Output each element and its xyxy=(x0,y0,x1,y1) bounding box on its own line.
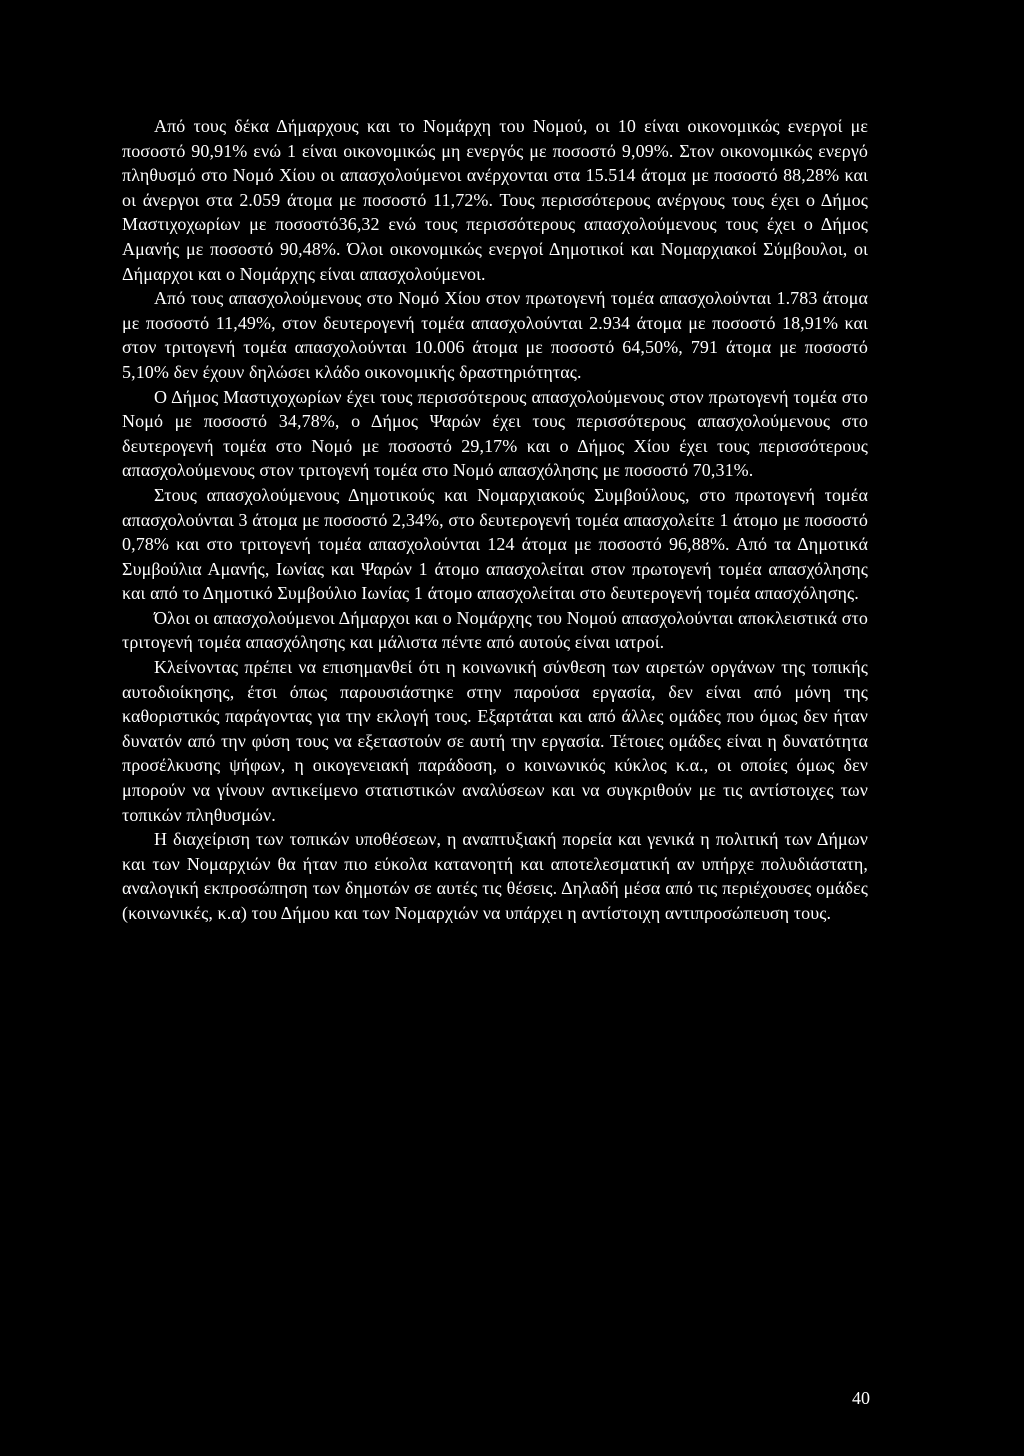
paragraph-final: Η διαχείριση των τοπικών υποθέσεων, η αναπτυξιακή πορεία και γενικά η πολιτική των Δήμων και των Νομαρχιών θα ήταν πιο εύκολα κατανοητή και αποτελεσματική αν υπήρχε πολυδιάστατη, αναλογική εκπροσώπηση των δημοτών σε αυτές τις θέσεις. Δηλαδή μέσα από τις περιέχουσες ομάδες (κοινωνικές, κ.α) του Δήμου και των Νομαρχιών να υπάρχει η αντίστοιχη αντιπροσώπευση τους. xyxy=(122,829,868,923)
paragraph-mayors: Όλοι οι απασχολούμενοι Δήμαρχοι και ο Νομάρχης του Νομού απασχολούνται αποκλειστικά στο τριτογενή τομέα απασχόλησης και μάλιστα πέντε από αυτούς είναι ιατροί. xyxy=(122,607,868,653)
page-number: 40 xyxy=(852,1388,870,1408)
paragraph-councillors: Στους απασχολούμενους Δημοτικούς και Νομαρχιακούς Συμβούλους, στο πρωτογενή τομέα απασχολούνται 3 άτομα με ποσοστό 2,34%, στο δευτερογενή τομέα απασχολείτε 1 άτομο με ποσοστό 0,78% και στο τριτογενή τομέα απασχολούνται 124 άτομα με ποσοστό 96,88%. Από τα Δημοτικά Συμβούλια Αμανής, Ιωνίας και Ψαρών 1 άτομο απασχολείται στον πρωτογενή τομέα απασχόλησης και από το Δημοτικό Συμβούλιο Ιωνίας 1 άτομο απασχολείται στο δευτερογενή τομέα απασχόλησης. xyxy=(122,484,868,604)
paragraph-employment-sectors: Από τους απασχολούμενους στο Νομό Χίου στον πρωτογενή τομέα απασχολούνται 1.783 άτομα με ποσοστό 11,49%, στον δευτερογενή τομέα απασχολούνται 2.934 άτομα με ποσοστό 18,91% και στον τριτογενή τομέα απασχολούνται 10.006 άτομα με ποσοστό 64,50%, 791 άτομα με ποσοστό 5,10% δεν έχουν δηλώσει κλάδο οικονομικής δραστηριότητας. xyxy=(122,288,868,382)
paragraph-economic-activity: Από τους δέκα Δήμαρχους και το Νομάρχη του Νομού, οι 10 είναι οικονομικώς ενεργοί με ποσοστό 90,91% ενώ 1 είναι οικονομικώς μη ενεργός με ποσοστό 9,09%. Στον οικονομικώς ενεργό πληθυσμό στο Νομό Χίου οι απασχολούμενοι ανέρχονται στα 15.514 άτομα με ποσοστό 88,28% και οι άνεργοι στα 2.059 άτομα με ποσοστό 11,72%. Τους περισσότερους ανέργους τους έχει ο Δήμος Μαστιχοχωρίων με ποσοστό36,32 ενώ τους περισσότερους απασχολούμενους τους έχει ο Δήμος Αμανής με ποσοστό 90,48%. Όλοι οικονομικώς ενεργοί Δημοτικοί και Νομαρχιακοί Σύμβουλοι, οι Δήμαρχοι και ο Νομάρχης είναι απασχολούμενοι. xyxy=(122,116,868,284)
document-body xyxy=(122,114,868,926)
paragraph-conclusion: Κλείνοντας πρέπει να επισημανθεί ότι η κοινωνική σύνθεση των αιρετών οργάνων της τοπικής αυτοδιοίκησης, έτσι όπως παρουσιάστηκε στην παρούσα εργασία, δεν είναι από μόνη της καθοριστικός παράγοντας για την εκλογή τους. Εξαρτάται και από άλλες ομάδες που όμως δεν ήταν δυνατόν από την φύση τους να εξεταστούν σε αυτή την εργασία. Τέτοιες ομάδες είναι η δυνατότητα προσέλκυσης ψήφων, η οικογενειακή παράδοση, ο κοινωνικός κύκλος κ.α., οι οποίες όμως δεν μπορούν να γίνουν αντικείμενο στατιστικών αναλύσεων και να συγκριθούν με τις αντίστοιχες των τοπικών πληθυσμών. xyxy=(122,657,868,825)
paragraph-municipality-sectors: Ο Δήμος Μαστιχοχωρίων έχει τους περισσότερους απασχολούμενους στον πρωτογενή τομέα στο Νομό με ποσοστό 34,78%, ο Δήμος Ψαρών έχει τους περισσότερους απασχολούμενους στο δευτερογενή τομέα στο Νομό με ποσοστό 29,17% και ο Δήμος Χίου έχει τους περισσότερους απασχολούμενους στον τριτογενή τομέα στο Νομό απασχόλησης με ποσοστό 70,31%. xyxy=(122,386,868,481)
